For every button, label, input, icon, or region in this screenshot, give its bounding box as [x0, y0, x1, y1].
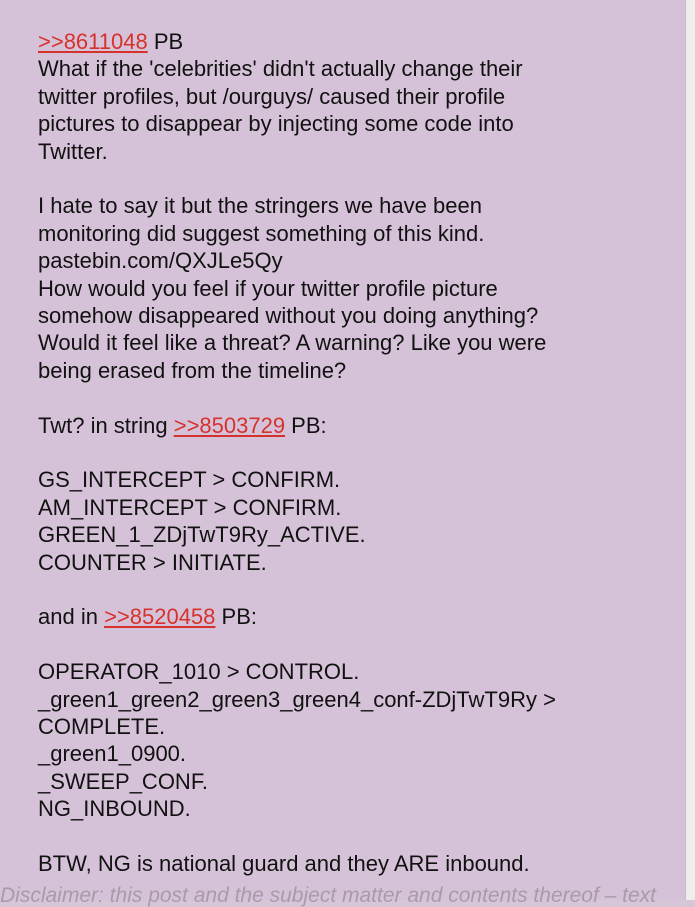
closing-line: BTW, NG is national guard and they ARE inbound. — [38, 851, 530, 877]
paragraph2-line-4: How would you feel if your twitter profile picture — [38, 275, 498, 301]
paragraph2-line-1: I hate to say it but the stringers we have been — [38, 193, 482, 219]
post-header-line — [38, 28, 648, 55]
string-prefix: Twt? in string — [38, 412, 174, 438]
code-line: OPERATOR_1010 > CONTROL. — [38, 659, 360, 685]
paragraph1-line-3: pictures to disappear by injecting some code into — [38, 111, 514, 137]
string-suffix: PB: — [215, 604, 257, 630]
pastebin-text: pastebin.com/QXJLe5Qy — [38, 248, 283, 274]
paragraph-gap — [38, 631, 648, 658]
post-body — [38, 28, 648, 878]
code-line: COUNTER > INITIATE. — [38, 549, 267, 575]
paragraph2-line-2: monitoring did suggest something of this kind. — [38, 220, 485, 246]
code-line: _green1_0900. — [38, 741, 187, 767]
paragraph1-line-2: twitter profiles, but /ourguys/ caused their profile — [38, 83, 506, 109]
paragraph1-line-4: Twitter. — [38, 138, 108, 164]
string-prefix: and in — [38, 604, 105, 630]
code-line: _green1_green2_green3_green4_conf-ZDjTwT9Ry > — [38, 686, 556, 712]
paragraph-gap — [38, 576, 648, 603]
code-line: AM_INTERCEPT > CONFIRM. — [38, 494, 342, 520]
code-line: GS_INTERCEPT > CONFIRM. — [38, 467, 341, 493]
string-suffix: PB: — [285, 412, 327, 438]
paragraph2-line-5: somehow disappeared without you doing anything? — [38, 303, 539, 329]
string-reference-line-1 — [38, 412, 648, 439]
quote-link-8520458[interactable]: >>8520458 — [104, 604, 216, 630]
cut-off-text: Disclaimer: this post and the subject matter and contents thereof – text — [0, 885, 657, 907]
code-line: COMPLETE. — [38, 714, 166, 740]
page-edge — [685, 0, 695, 900]
paragraph1-line-1: What if the 'celebrities' didn't actually change their — [38, 56, 523, 82]
paragraph-gap — [38, 165, 648, 192]
code-line: _SWEEP_CONF. — [38, 768, 208, 794]
code-line: GREEN_1_ZDjTwT9Ry_ACTIVE. — [38, 522, 366, 548]
quote-link-8503729[interactable]: >>8503729 — [173, 412, 286, 438]
header-suffix: PB — [147, 29, 184, 54]
paragraph-gap — [38, 823, 648, 850]
paragraph-gap — [38, 439, 648, 466]
paragraph2-line-6: Would it feel like a threat? A warning? Like you were — [38, 330, 547, 356]
code-line: NG_INBOUND. — [38, 796, 191, 822]
string-reference-line-2 — [38, 603, 648, 630]
paragraph-gap — [38, 384, 648, 411]
quote-link-8611048[interactable]: >>8611048 — [38, 29, 148, 54]
paragraph2-line-7: being erased from the timeline? — [38, 357, 347, 383]
